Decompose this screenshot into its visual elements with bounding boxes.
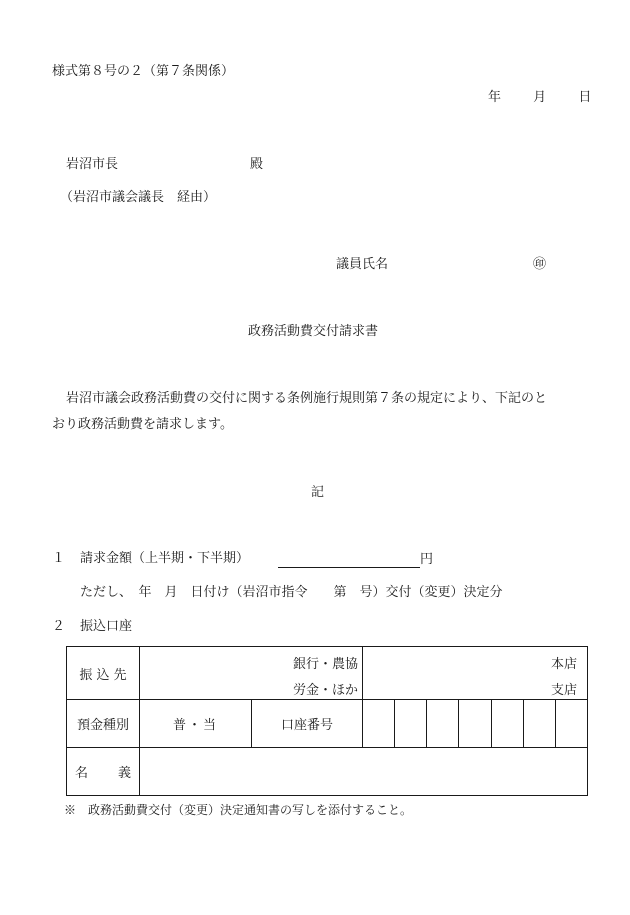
name-label-a: 名 bbox=[75, 766, 89, 781]
digit-box[interactable] bbox=[556, 700, 587, 747]
name-label-b: 義 bbox=[117, 766, 131, 781]
table-row-deposit bbox=[67, 700, 588, 748]
deposit-type[interactable]: 普・当 bbox=[140, 700, 252, 748]
table-row-name bbox=[67, 748, 588, 796]
body-line-1: 岩沼市議会政務活動費の交付に関する条例施行規則第７条の規定により、下記のと bbox=[66, 391, 548, 406]
furikomi-label: 振 込 先 bbox=[67, 647, 140, 700]
deposit-label: 預金種別 bbox=[67, 700, 140, 748]
bank-line-1: 銀行・農協 bbox=[292, 657, 358, 672]
digit-box[interactable] bbox=[492, 700, 524, 747]
name-label bbox=[67, 748, 140, 796]
seal-mark bbox=[533, 257, 546, 273]
amount-field[interactable] bbox=[278, 551, 433, 568]
account-digit-boxes bbox=[363, 700, 587, 747]
account-holder-field[interactable] bbox=[140, 748, 588, 796]
item1-label: 請求金額（上半期・下半期） bbox=[80, 551, 250, 566]
digit-box[interactable] bbox=[427, 700, 459, 747]
bank-cell[interactable] bbox=[140, 647, 363, 700]
document-title: 政務活動費交付請求書 bbox=[248, 324, 379, 339]
digit-box[interactable] bbox=[524, 700, 556, 747]
date-year: 年 bbox=[488, 90, 502, 105]
form-number: 様式第８号の２（第７条関係） bbox=[52, 64, 235, 79]
table-row-furikomi bbox=[67, 647, 588, 700]
account-number-cells[interactable] bbox=[363, 700, 588, 748]
signer-label: 議員氏名 bbox=[336, 257, 389, 272]
ki-heading: 記 bbox=[311, 485, 325, 500]
footnote: ※ 政務活動費交付（変更）決定通知書の写しを添付すること。 bbox=[64, 803, 413, 817]
item1-note: ただし、 年 月 日付け（岩沼市指令 第 号）交付（変更）決定分 bbox=[80, 585, 503, 600]
addressee-name: 岩沼市長 bbox=[66, 157, 119, 172]
digit-box[interactable] bbox=[363, 700, 395, 747]
date-line bbox=[488, 90, 591, 106]
digit-box[interactable] bbox=[459, 700, 491, 747]
branch-line-1: 本店 bbox=[550, 657, 577, 672]
addressee-via: （岩沼市議会議長 経由） bbox=[60, 190, 217, 205]
item2-label: 振込口座 bbox=[80, 619, 133, 634]
digit-box[interactable] bbox=[395, 700, 427, 747]
account-number-label: 口座番号 bbox=[252, 700, 363, 748]
body-line-2: おり政務活動費を請求します。 bbox=[52, 417, 233, 432]
date-month: 月 bbox=[533, 90, 547, 105]
addressee-honorific: 殿 bbox=[250, 157, 264, 172]
amount-unit: 円 bbox=[420, 552, 434, 567]
branch-line-2: 支店 bbox=[550, 683, 577, 698]
bank-line-2: 労金・ほか bbox=[292, 683, 358, 698]
item2-number: ２ bbox=[52, 619, 66, 634]
date-day: 日 bbox=[578, 90, 592, 105]
item1-number: １ bbox=[52, 551, 66, 566]
branch-cell[interactable] bbox=[363, 647, 588, 700]
seal-symbol: ㊞ bbox=[533, 257, 547, 272]
account-table bbox=[66, 646, 588, 796]
